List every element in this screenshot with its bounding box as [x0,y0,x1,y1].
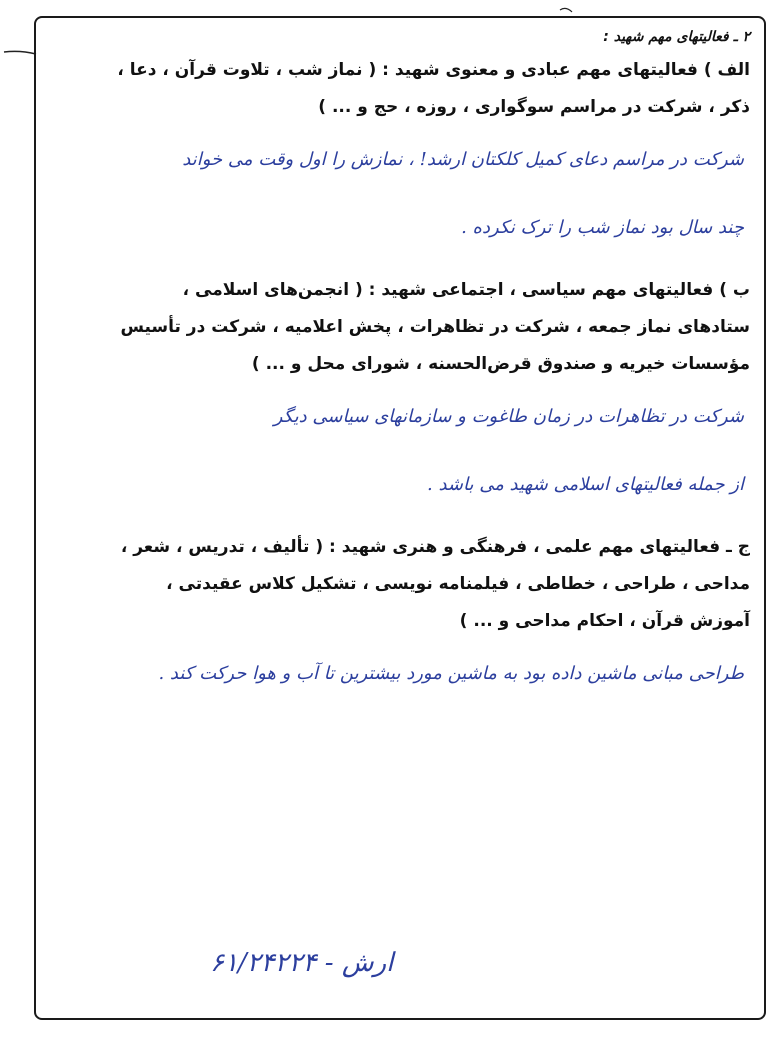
answer-line: شرکت در تظاهرات در زمان طاغوت و سازمانهای سیاسی دیگر [273,406,744,427]
section-a [50,52,750,262]
section-heading: ۲ ـ فعالیتهای مهم شهید : [603,29,750,45]
answer-line: شرکت در مراسم دعای کمیل کلکتان ارشد! ، نمازش را اول وقت می خواند [182,149,744,170]
answer-line: طراحی مبانی ماشین داده بود به ماشین مورد بیشترین تا آب و هوا حرکت کند . [158,663,744,684]
question-line: ذکر ، شرکت در مراسم سوگواری ، روزه ، حج و ... ) [318,97,750,117]
handwritten-reference-code: ارش - ۶۱/۲۴۲۲۴ [210,948,394,978]
answer-line: از جمله فعالیتهای اسلامی شهید می باشد . [427,474,744,495]
answer-line: چند سال بود نماز شب را ترک نکرده . [461,217,744,238]
question-line: مؤسسات خیریه و صندوق قرض‌الحسنه ، شورای محل و ... ) [251,354,750,374]
document-body [50,26,750,708]
question-line: ج ـ فعالیتهای مهم علمی ، فرهنگی و هنری شهید : ( تألیف ، تدریس ، شعر ، [120,537,750,557]
section-c-question [50,529,750,640]
section-b [50,272,750,519]
section-a-handwritten-answer [50,126,750,262]
question-line: آموزش قرآن ، احکام مداحی و ... ) [459,611,750,631]
section-c-handwritten-answer [50,640,750,708]
question-line: ستادهای نماز جمعه ، شرکت در تظاهرات ، پخش اعلامیه ، شرکت در تأسیس [120,317,750,337]
section-a-question [50,52,750,126]
section-c [50,529,750,708]
question-line: ب ) فعالیتهای مهم سیاسی ، اجتماعی شهید : ( انجمن‌های اسلامی ، [182,280,750,300]
section-b-handwritten-answer [50,383,750,519]
question-line: الف ) فعالیتهای مهم عبادی و معنوی شهید : ( نماز شب ، تلاوت قرآن ، دعا ، [117,60,750,80]
question-line: مداحی ، طراحی ، خطاطی ، فیلمنامه نویسی ، تشکیل کلاس عقیدتی ، [166,574,750,594]
section-b-question [50,272,750,383]
